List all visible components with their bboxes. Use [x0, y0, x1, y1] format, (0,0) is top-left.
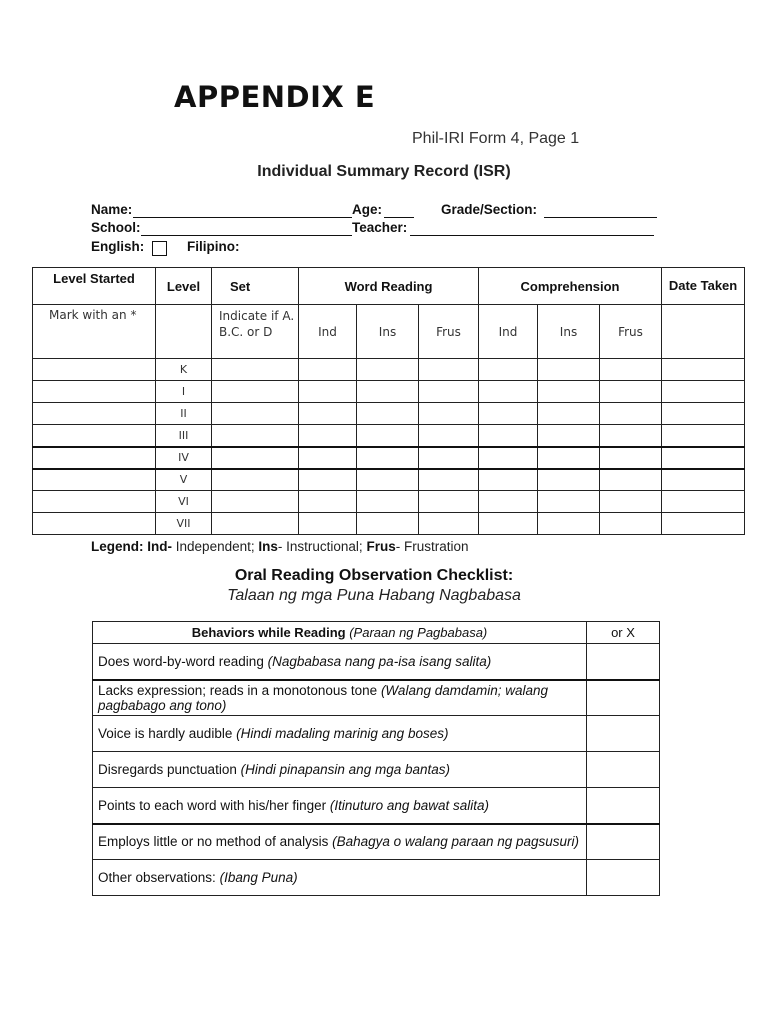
level-entry-cell[interactable] [600, 491, 662, 513]
level-entry-cell[interactable] [299, 359, 357, 381]
legend-ind-abbr: Ind- [147, 539, 173, 554]
behavior-english: Lacks expression; reads in a monotonous tone [98, 682, 378, 698]
level-entry-cell[interactable] [479, 513, 538, 535]
level-entry-cell[interactable] [33, 491, 156, 513]
header-word-reading: Word Reading [299, 268, 479, 305]
level-entry-cell[interactable] [600, 381, 662, 403]
legend-ind-text: Independent; [175, 539, 255, 554]
age-label: Age: [352, 202, 382, 217]
level-row [33, 447, 745, 469]
checklist-mark-cell[interactable] [587, 716, 660, 752]
level-entry-cell[interactable] [538, 447, 600, 469]
checklist-behavior [93, 788, 587, 824]
checklist-mark-cell[interactable] [587, 788, 660, 824]
legend-ins-abbr: Ins [258, 539, 278, 554]
behavior-english: Does word-by-word reading [98, 653, 264, 669]
level-entry-cell[interactable] [479, 469, 538, 491]
level-entry-cell[interactable] [212, 469, 299, 491]
level-entry-cell[interactable] [33, 381, 156, 403]
level-entry-cell[interactable] [299, 381, 357, 403]
language-row [91, 239, 391, 257]
level-entry-cell[interactable] [662, 359, 745, 381]
checklist-row [93, 788, 660, 824]
checklist-subtitle: Talaan ng mga Puna Habang Nagbabasa [227, 587, 521, 604]
grade-section-label: Grade/Section: [441, 202, 538, 217]
level-entry-cell[interactable] [299, 425, 357, 447]
checklist-mark-cell[interactable] [587, 680, 660, 716]
filipino-label: Filipino: [187, 239, 240, 254]
subheader-wr-ind: Ind [299, 305, 357, 359]
subheader-c-ins: Ins [538, 305, 600, 359]
level-entry-cell[interactable] [600, 447, 662, 469]
english-checkbox[interactable] [152, 241, 167, 256]
level-label: IV [156, 447, 212, 469]
level-entry-cell[interactable] [479, 381, 538, 403]
behavior-filipino: (Hindi pinapansin ang mga bantas) [240, 762, 450, 777]
level-entry-cell[interactable] [419, 469, 479, 491]
level-entry-cell[interactable] [600, 425, 662, 447]
isr-title: Individual Summary Record (ISR) [257, 163, 511, 180]
level-entry-cell[interactable] [479, 403, 538, 425]
header-date-taken: Date Taken [662, 268, 745, 305]
header-comprehension: Comprehension [479, 268, 662, 305]
checklist-mark-cell[interactable] [587, 644, 660, 680]
level-entry-cell[interactable] [662, 491, 745, 513]
level-label: V [156, 469, 212, 491]
teacher-field[interactable] [410, 235, 654, 236]
level-entry-cell[interactable] [212, 359, 299, 381]
level-row [33, 425, 745, 447]
level-entry-cell[interactable] [299, 469, 357, 491]
level-label: I [156, 381, 212, 403]
level-entry-cell[interactable] [212, 491, 299, 513]
level-entry-cell[interactable] [357, 447, 419, 469]
legend-ins-text: - Instructional; [277, 539, 363, 554]
level-entry-cell[interactable] [357, 381, 419, 403]
checklist-behavior [93, 644, 587, 680]
form-reference: Phil-IRI Form 4, Page 1 [412, 130, 580, 147]
level-entry-cell[interactable] [419, 403, 479, 425]
level-entry-cell[interactable] [33, 359, 156, 381]
level-entry-cell[interactable] [299, 491, 357, 513]
level-entry-cell[interactable] [600, 359, 662, 381]
level-entry-cell[interactable] [299, 513, 357, 535]
checklist-row [93, 644, 660, 680]
legend-frus-text: - Frustration [395, 539, 469, 554]
level-label: II [156, 403, 212, 425]
subheader-mark: Mark with an * [33, 305, 156, 359]
level-entry-cell[interactable] [479, 425, 538, 447]
checklist-row [93, 752, 660, 788]
subheader-level-empty [156, 305, 212, 359]
level-entry-cell[interactable] [538, 359, 600, 381]
level-entry-cell[interactable] [33, 447, 156, 469]
level-entry-cell[interactable] [479, 491, 538, 513]
checklist-table [92, 621, 660, 896]
level-entry-cell[interactable] [357, 425, 419, 447]
level-entry-cell[interactable] [357, 403, 419, 425]
level-entry-cell[interactable] [479, 447, 538, 469]
legend-label: Legend: [91, 539, 144, 554]
level-entry-cell[interactable] [662, 447, 745, 469]
level-entry-cell[interactable] [357, 359, 419, 381]
name-field[interactable] [133, 217, 352, 218]
level-entry-cell[interactable] [600, 513, 662, 535]
isr-table [32, 267, 745, 535]
level-entry-cell[interactable] [357, 513, 419, 535]
level-entry-cell[interactable] [419, 425, 479, 447]
checklist-mark-cell[interactable] [587, 824, 660, 860]
level-row [33, 381, 745, 403]
level-label: III [156, 425, 212, 447]
checklist-header-behaviors-label: Behaviors while Reading [191, 625, 346, 640]
behavior-filipino: (Bahagya o walang paraan ng pagsusuri) [332, 834, 580, 850]
checklist-row [93, 824, 660, 860]
level-entry-cell[interactable] [299, 447, 357, 469]
level-entry-cell[interactable] [538, 425, 600, 447]
level-entry-cell[interactable] [357, 469, 419, 491]
level-entry-cell[interactable] [419, 491, 479, 513]
age-field[interactable] [384, 217, 414, 218]
level-entry-cell[interactable] [600, 469, 662, 491]
level-entry-cell[interactable] [600, 403, 662, 425]
grade-section-field[interactable] [544, 217, 657, 218]
level-row [33, 469, 745, 491]
level-entry-cell[interactable] [33, 425, 156, 447]
level-entry-cell[interactable] [479, 359, 538, 381]
legend-frus-abbr: Frus [366, 539, 396, 554]
level-rows [33, 359, 745, 535]
level-entry-cell[interactable] [212, 447, 299, 469]
behavior-filipino: (Nagbabasa nang pa-isa isang salita) [267, 653, 492, 669]
header-level: Level [156, 268, 212, 305]
level-entry-cell[interactable] [662, 513, 745, 535]
checklist-mark-cell[interactable] [587, 860, 660, 896]
name-label: Name: [91, 202, 133, 217]
checklist-header-behaviors [93, 622, 587, 644]
subheader-c-frus: Frus [600, 305, 662, 359]
level-row [33, 403, 745, 425]
checklist-row [93, 680, 660, 716]
level-label: VI [156, 491, 212, 513]
checklist-header-mark: or X [587, 622, 660, 644]
level-entry-cell[interactable] [357, 491, 419, 513]
school-field[interactable] [141, 235, 352, 236]
level-entry-cell[interactable] [662, 403, 745, 425]
behavior-english: Points to each word with his/her finger [98, 797, 327, 813]
level-label: K [156, 359, 212, 381]
level-entry-cell[interactable] [33, 469, 156, 491]
level-entry-cell[interactable] [212, 381, 299, 403]
level-entry-cell[interactable] [538, 403, 600, 425]
level-entry-cell[interactable] [419, 513, 479, 535]
teacher-label: Teacher: [352, 220, 408, 235]
level-entry-cell[interactable] [212, 513, 299, 535]
school-row [91, 220, 671, 238]
level-entry-cell[interactable] [212, 403, 299, 425]
behavior-filipino: (Hindi madaling marinig ang boses) [236, 726, 449, 741]
checklist-mark-cell[interactable] [587, 752, 660, 788]
level-entry-cell[interactable] [662, 425, 745, 447]
subheader-indicate: Indicate if A. B.C. or D [212, 305, 299, 359]
level-entry-cell[interactable] [538, 469, 600, 491]
checklist-behavior [93, 680, 587, 716]
checklist-row [93, 716, 660, 752]
name-row [91, 202, 671, 220]
level-entry-cell[interactable] [662, 381, 745, 403]
level-entry-cell[interactable] [33, 513, 156, 535]
header-set: Set [212, 268, 299, 305]
checklist-header-behaviors-fil: (Paraan ng Pagbabasa) [349, 625, 488, 640]
subheader-date-empty [662, 305, 745, 359]
checklist-behavior [93, 824, 587, 860]
behavior-english: Disregards punctuation [98, 762, 237, 777]
level-entry-cell[interactable] [538, 381, 600, 403]
school-label: School: [91, 220, 141, 235]
behavior-filipino: (Walang damdamin; walang pagbabago ang tono) [98, 682, 549, 713]
level-entry-cell[interactable] [538, 513, 600, 535]
checklist-behavior [93, 860, 587, 896]
appendix-title: APPENDIX E [174, 80, 376, 114]
subheader-c-ind: Ind [479, 305, 538, 359]
behavior-english: Employs little or no method of analysis [98, 834, 329, 850]
level-row [33, 513, 745, 535]
level-entry-cell[interactable] [33, 403, 156, 425]
behavior-english: Voice is hardly audible [98, 726, 233, 741]
level-entry-cell[interactable] [419, 359, 479, 381]
checklist-behavior [93, 716, 587, 752]
level-entry-cell[interactable] [419, 381, 479, 403]
level-label: VII [156, 513, 212, 535]
level-row [33, 359, 745, 381]
behavior-filipino: (Ibang Puna) [219, 870, 298, 885]
level-entry-cell[interactable] [538, 491, 600, 513]
subheader-wr-ins: Ins [357, 305, 419, 359]
subheader-wr-frus: Frus [419, 305, 479, 359]
level-entry-cell[interactable] [419, 447, 479, 469]
checklist-row [93, 860, 660, 896]
legend [91, 539, 469, 554]
checklist-behavior [93, 752, 587, 788]
level-entry-cell[interactable] [212, 425, 299, 447]
english-label: English: [91, 239, 145, 254]
level-entry-cell[interactable] [662, 469, 745, 491]
behavior-filipino: (Itinuturo ang bawat salita) [329, 797, 489, 813]
header-level-started: Level Started [33, 268, 156, 305]
level-row [33, 491, 745, 513]
checklist-rows [93, 644, 660, 896]
checklist-title: Oral Reading Observation Checklist: [234, 567, 514, 584]
behavior-english: Other observations: [98, 870, 216, 885]
level-entry-cell[interactable] [299, 403, 357, 425]
